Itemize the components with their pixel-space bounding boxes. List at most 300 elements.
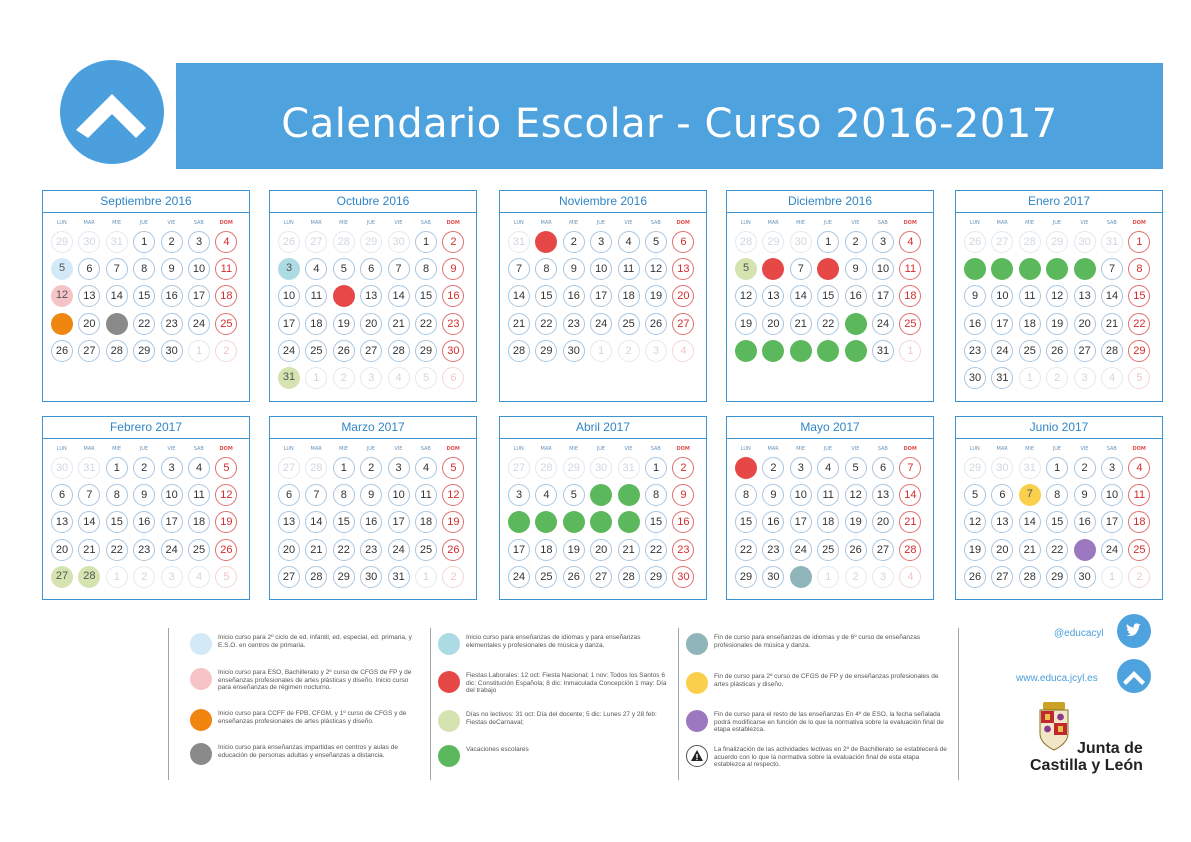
weekday-label: MIE: [796, 220, 806, 226]
day-cell: 26: [964, 566, 986, 588]
day-cell: 29: [133, 340, 155, 362]
day-cell: 22: [106, 539, 128, 561]
day-cell: 7: [1101, 258, 1123, 280]
day-cell: 20: [762, 313, 784, 335]
day-cell: [735, 457, 757, 479]
weekday-label: MAR: [310, 446, 322, 452]
day-cell: 13: [1074, 285, 1096, 307]
day-cell: [333, 285, 355, 307]
day-cell: 31: [278, 367, 300, 389]
day-cell: 30: [360, 566, 382, 588]
day-cell: 18: [1019, 313, 1041, 335]
day-cell: 6: [360, 258, 382, 280]
day-cell: 12: [645, 258, 667, 280]
day-cell: 16: [964, 313, 986, 335]
day-cell: 7: [790, 258, 812, 280]
month-card: [42, 190, 250, 402]
month-title: Marzo 2017: [270, 417, 476, 439]
weekday-label: VIE: [1080, 446, 1089, 452]
day-cell: 12: [1046, 285, 1068, 307]
day-cell: 8: [1128, 258, 1150, 280]
day-cell: 2: [618, 340, 640, 362]
weekday-label: DOM: [903, 220, 917, 226]
day-cell: 3: [188, 231, 210, 253]
day-cell: [1074, 258, 1096, 280]
day-cell: 26: [1046, 340, 1068, 362]
day-cell: 17: [278, 313, 300, 335]
day-cell: 21: [78, 539, 100, 561]
day-cell: 24: [161, 539, 183, 561]
legend-divider: [168, 628, 169, 780]
day-cell: 11: [305, 285, 327, 307]
weekday-label: LUN: [513, 446, 524, 452]
day-cell: 1: [106, 566, 128, 588]
day-cell: 19: [563, 539, 585, 561]
day-cell: 19: [845, 511, 867, 533]
day-cell: 14: [305, 511, 327, 533]
day-cell: 10: [388, 484, 410, 506]
day-cell: 13: [762, 285, 784, 307]
month-card: [269, 190, 477, 402]
brand-line-2: Castilla y León: [1030, 757, 1143, 774]
day-cell: 29: [1046, 231, 1068, 253]
day-cell: [563, 511, 585, 533]
day-cell: 31: [618, 457, 640, 479]
day-cell: 8: [106, 484, 128, 506]
weekday-label: MIE: [569, 220, 579, 226]
day-cell: 30: [762, 566, 784, 588]
day-cell: 17: [790, 511, 812, 533]
day-cell: [1074, 539, 1096, 561]
educacyl-logo: [60, 60, 164, 164]
day-cell: 29: [735, 566, 757, 588]
day-cell: 17: [388, 511, 410, 533]
day-cell: 21: [1101, 313, 1123, 335]
day-cell: 23: [442, 313, 464, 335]
day-cell: 16: [161, 285, 183, 307]
day-cell: 25: [1019, 340, 1041, 362]
day-cell: 24: [508, 566, 530, 588]
day-cell: 2: [1074, 457, 1096, 479]
weekday-label: DOM: [446, 446, 460, 452]
day-cell: 14: [1101, 285, 1123, 307]
day-cell: 18: [1128, 511, 1150, 533]
weekday-label: DOM: [1132, 220, 1146, 226]
day-cell: 30: [1074, 566, 1096, 588]
month-title: Junio 2017: [956, 417, 1162, 439]
day-cell: 12: [442, 484, 464, 506]
weekday-label: LUN: [740, 220, 751, 226]
day-cell: 5: [964, 484, 986, 506]
weekday-label: LUN: [283, 446, 294, 452]
day-cell: 27: [360, 340, 382, 362]
weekday-label: DOM: [446, 220, 460, 226]
day-cell: 10: [161, 484, 183, 506]
day-cell: 16: [442, 285, 464, 307]
day-cell: 5: [645, 231, 667, 253]
month-title: Septiembre 2016: [43, 191, 249, 213]
day-cell: 6: [278, 484, 300, 506]
day-cell: 10: [991, 285, 1013, 307]
day-cell: 28: [1019, 566, 1041, 588]
day-cell: 1: [188, 340, 210, 362]
weekday-label: MIE: [796, 446, 806, 452]
day-cell: 20: [991, 539, 1013, 561]
weekday-label: VIE: [851, 220, 860, 226]
day-cell: 22: [535, 313, 557, 335]
day-cell: 20: [590, 539, 612, 561]
day-cell: 23: [360, 539, 382, 561]
day-cell: 14: [78, 511, 100, 533]
day-cell: 22: [415, 313, 437, 335]
legend-text: Inicio curso para ESO, Bachillerato y 2º curso de CFGS de FP y de enseñanzas profesionales de artes plásticas y diseño. Inicio curso para enseñanzas de régimen nocturno.: [218, 669, 412, 691]
day-cell: 24: [590, 313, 612, 335]
day-cell: 6: [672, 231, 694, 253]
day-cell: 9: [964, 285, 986, 307]
day-cell: 31: [1101, 231, 1123, 253]
day-cell: 6: [872, 457, 894, 479]
day-cell: 6: [991, 484, 1013, 506]
day-cell: 9: [563, 258, 585, 280]
legend-text: Inicio curso para enseñanzas impartidas en centros y aulas de educación de personas adultas y enseñanzas a distancia.: [218, 744, 398, 759]
day-cell: 1: [645, 457, 667, 479]
educacyl-icon[interactable]: [1117, 659, 1151, 693]
day-cell: 5: [563, 484, 585, 506]
day-cell: [817, 258, 839, 280]
day-cell: 1: [1128, 231, 1150, 253]
day-cell: 27: [991, 231, 1013, 253]
twitter-icon[interactable]: [1117, 614, 1151, 648]
day-cell: 18: [305, 313, 327, 335]
day-cell: 2: [563, 231, 585, 253]
day-cell: 8: [415, 258, 437, 280]
day-cell: 29: [645, 566, 667, 588]
day-cell: 2: [215, 340, 237, 362]
day-cell: 2: [133, 566, 155, 588]
day-cell: 3: [872, 231, 894, 253]
day-cell: 29: [1046, 566, 1068, 588]
day-cell: 28: [305, 566, 327, 588]
day-cell: 5: [215, 566, 237, 588]
day-cell: 28: [1019, 231, 1041, 253]
legend-text: Inicio curso para 2º ciclo de ed. infantil, ed. especial, ed. primaria, y E.S.O. en centros de primaria.: [218, 634, 412, 649]
day-cell: 1: [415, 566, 437, 588]
day-cell: 26: [964, 231, 986, 253]
day-cell: 30: [991, 457, 1013, 479]
day-cell: 8: [1046, 484, 1068, 506]
day-cell: 2: [442, 566, 464, 588]
legend-swatch: [438, 671, 460, 693]
day-cell: 27: [78, 340, 100, 362]
day-cell: 31: [872, 340, 894, 362]
day-cell: [991, 258, 1013, 280]
day-cell: 21: [305, 539, 327, 561]
day-cell: [762, 340, 784, 362]
day-cell: 5: [1128, 367, 1150, 389]
weekday-label: LUN: [56, 446, 67, 452]
day-cell: 20: [360, 313, 382, 335]
day-cell: 27: [278, 566, 300, 588]
day-cell: 14: [899, 484, 921, 506]
day-cell: 5: [51, 258, 73, 280]
day-cell: 27: [51, 566, 73, 588]
day-cell: 7: [1019, 484, 1041, 506]
weekday-label: MAR: [996, 446, 1008, 452]
day-cell: 28: [388, 340, 410, 362]
page-title: Calendario Escolar - Curso 2016-2017: [281, 101, 1058, 147]
weekday-label: SAB: [193, 220, 204, 226]
day-cell: 30: [161, 340, 183, 362]
legend-text: Vacaciones escolares: [466, 746, 529, 753]
weekday-header: [276, 446, 469, 454]
day-cell: 1: [305, 367, 327, 389]
weekday-label: VIE: [624, 220, 633, 226]
day-cell: 26: [645, 313, 667, 335]
day-cell: 17: [508, 539, 530, 561]
day-cell: 21: [618, 539, 640, 561]
day-cell: 8: [333, 484, 355, 506]
day-cell: 3: [1074, 367, 1096, 389]
weekday-label: DOM: [219, 446, 233, 452]
day-cell: 28: [735, 231, 757, 253]
day-cell: 28: [1101, 340, 1123, 362]
day-cell: [535, 511, 557, 533]
day-cell: 1: [817, 566, 839, 588]
weekday-label: MAR: [540, 220, 552, 226]
twitter-handle[interactable]: @educacyl: [1054, 628, 1104, 639]
day-cell: 4: [672, 340, 694, 362]
day-cell: 15: [735, 511, 757, 533]
weekday-label: MAR: [310, 220, 322, 226]
day-cell: 28: [333, 231, 355, 253]
day-cell: 7: [305, 484, 327, 506]
day-cell: 5: [845, 457, 867, 479]
weekday-label: JUE: [596, 220, 606, 226]
day-cell: 14: [790, 285, 812, 307]
day-cell: 11: [817, 484, 839, 506]
day-cell: 26: [51, 340, 73, 362]
weekday-label: DOM: [676, 446, 690, 452]
day-cell: 30: [51, 457, 73, 479]
weekday-label: MIE: [339, 220, 349, 226]
day-cell: 13: [78, 285, 100, 307]
day-cell: 25: [618, 313, 640, 335]
day-cell: 20: [1074, 313, 1096, 335]
day-cell: 15: [415, 285, 437, 307]
day-cell: 15: [106, 511, 128, 533]
legend-text: La finalización de las actividades lectivas en 2º de Bachillerato se establecerá de acuerdo con lo que la normativa sobre la evaluación final de esta etapa establezca al respecto.: [714, 746, 947, 768]
day-cell: 28: [305, 457, 327, 479]
legend-text: Fin de curso para el resto de las enseñanzas En 4º de ESO, la fecha señalada podrá modificarse en función de lo que la normativa sobre la evaluación final de etapa establezca.: [714, 711, 944, 733]
day-cell: 3: [590, 231, 612, 253]
day-cell: 3: [508, 484, 530, 506]
month-title: Diciembre 2016: [727, 191, 933, 213]
day-cell: 4: [305, 258, 327, 280]
day-cell: 21: [388, 313, 410, 335]
day-cell: 22: [333, 539, 355, 561]
day-cell: [735, 340, 757, 362]
day-cell: 12: [51, 285, 73, 307]
day-cell: [762, 258, 784, 280]
warning-icon: [686, 745, 708, 767]
day-cell: [590, 511, 612, 533]
day-cell: 31: [388, 566, 410, 588]
day-cell: 19: [645, 285, 667, 307]
day-cell: 4: [388, 367, 410, 389]
day-cell: 15: [645, 511, 667, 533]
month-card: [42, 416, 250, 600]
day-cell: 11: [1128, 484, 1150, 506]
weekday-header: [506, 220, 699, 228]
weekday-label: MIE: [339, 446, 349, 452]
weekday-label: SAB: [1106, 446, 1117, 452]
legend-divider: [958, 628, 959, 780]
day-cell: [508, 511, 530, 533]
website-link[interactable]: www.educa.jcyl.es: [1016, 673, 1098, 684]
day-cell: 8: [535, 258, 557, 280]
legend-text: Inicio curso para enseñanzas de idiomas y para enseñanzas elementales y profesionales de música y danza.: [466, 634, 641, 649]
month-card: [499, 190, 707, 402]
day-cell: 10: [188, 258, 210, 280]
day-cell: 24: [278, 340, 300, 362]
day-cell: 13: [51, 511, 73, 533]
weekday-label: JUE: [823, 220, 833, 226]
day-cell: 1: [1019, 367, 1041, 389]
weekday-label: MAR: [83, 446, 95, 452]
day-cell: [790, 566, 812, 588]
day-cell: 11: [188, 484, 210, 506]
day-cell: 4: [899, 566, 921, 588]
weekday-label: SAB: [193, 446, 204, 452]
day-cell: 5: [415, 367, 437, 389]
day-cell: 18: [188, 511, 210, 533]
day-cell: 1: [333, 457, 355, 479]
weekday-label: MIE: [112, 220, 122, 226]
day-cell: 27: [305, 231, 327, 253]
day-cell: 28: [78, 566, 100, 588]
day-cell: 23: [672, 539, 694, 561]
day-cell: 2: [133, 457, 155, 479]
day-cell: 29: [333, 566, 355, 588]
day-cell: 23: [161, 313, 183, 335]
day-cell: 1: [590, 340, 612, 362]
day-cell: 17: [1101, 511, 1123, 533]
day-cell: 8: [645, 484, 667, 506]
weekday-label: MAR: [767, 220, 779, 226]
weekday-label: DOM: [676, 220, 690, 226]
day-cell: 1: [1046, 457, 1068, 479]
day-cell: 3: [790, 457, 812, 479]
month-card: [955, 190, 1163, 402]
legend-swatch: [190, 743, 212, 765]
day-cell: 15: [1046, 511, 1068, 533]
day-cell: 1: [415, 231, 437, 253]
day-cell: 16: [133, 511, 155, 533]
legend-swatch: [190, 709, 212, 731]
day-cell: 16: [762, 511, 784, 533]
day-cell: 29: [51, 231, 73, 253]
weekday-label: JUE: [366, 446, 376, 452]
day-cell: 4: [899, 231, 921, 253]
weekday-label: MIE: [112, 446, 122, 452]
legend-text: Fin de curso para 2º curso de CFGS de FP y de enseñanzas profesionales de artes plásticas y diseño.: [714, 673, 939, 688]
day-cell: 24: [790, 539, 812, 561]
weekday-label: MIE: [569, 446, 579, 452]
weekday-label: LUN: [969, 446, 980, 452]
weekday-label: LUN: [513, 220, 524, 226]
day-cell: [590, 484, 612, 506]
day-cell: 12: [215, 484, 237, 506]
day-cell: 13: [872, 484, 894, 506]
day-cell: 31: [508, 231, 530, 253]
day-cell: 21: [899, 511, 921, 533]
day-cell: 10: [790, 484, 812, 506]
day-cell: 31: [78, 457, 100, 479]
day-cell: 23: [964, 340, 986, 362]
day-cell: 16: [1074, 511, 1096, 533]
day-cell: 30: [442, 340, 464, 362]
weekday-header: [733, 446, 926, 454]
day-cell: 3: [360, 367, 382, 389]
day-cell: [845, 340, 867, 362]
day-cell: 6: [51, 484, 73, 506]
day-cell: 19: [333, 313, 355, 335]
day-cell: 17: [991, 313, 1013, 335]
day-cell: 18: [535, 539, 557, 561]
day-cell: 3: [388, 457, 410, 479]
day-cell: 25: [1128, 539, 1150, 561]
weekday-label: MIE: [1025, 220, 1035, 226]
day-cell: 10: [278, 285, 300, 307]
day-cell: 4: [535, 484, 557, 506]
weekday-header: [733, 220, 926, 228]
month-title: Enero 2017: [956, 191, 1162, 213]
weekday-header: [506, 446, 699, 454]
legend-divider: [430, 628, 431, 780]
day-cell: [1019, 258, 1041, 280]
day-cell: 24: [388, 539, 410, 561]
day-cell: 10: [590, 258, 612, 280]
day-cell: 10: [872, 258, 894, 280]
weekday-label: SAB: [420, 446, 431, 452]
day-cell: 28: [535, 457, 557, 479]
day-cell: 4: [817, 457, 839, 479]
day-cell: 26: [845, 539, 867, 561]
day-cell: 29: [415, 340, 437, 362]
day-cell: 15: [333, 511, 355, 533]
day-cell: 28: [106, 340, 128, 362]
legend-swatch: [686, 710, 708, 732]
weekday-label: SAB: [877, 446, 888, 452]
weekday-label: VIE: [624, 446, 633, 452]
day-cell: 15: [1128, 285, 1150, 307]
month-title: Mayo 2017: [727, 417, 933, 439]
weekday-label: MAR: [83, 220, 95, 226]
weekday-label: LUN: [969, 220, 980, 226]
day-cell: 2: [333, 367, 355, 389]
day-cell: 3: [161, 566, 183, 588]
day-cell: 3: [1101, 457, 1123, 479]
day-cell: 2: [845, 231, 867, 253]
day-cell: 3: [872, 566, 894, 588]
day-cell: 14: [1019, 511, 1041, 533]
legend-text: Días no lectivos: 31 oct: Día del docente; 5 dic: Lunes 27 y 28 feb: Fiestas deCarnaval;: [466, 711, 657, 726]
day-cell: 22: [1128, 313, 1150, 335]
day-cell: 27: [508, 457, 530, 479]
day-cell: 15: [535, 285, 557, 307]
day-cell: 25: [899, 313, 921, 335]
day-cell: 11: [1019, 285, 1041, 307]
